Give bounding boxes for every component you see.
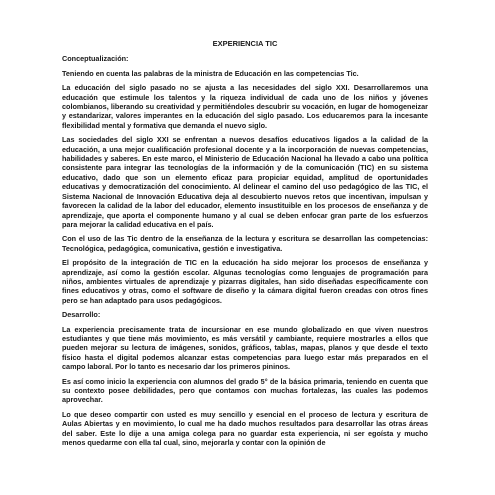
document-page xyxy=(62,39,428,452)
paragraph: El propósito de la integración de TIC en la educación ha sido mejorar los procesos de enseñanza y aprendizaje, así como la gestión escolar. Algunas tecnologías como lenguajes de programación para niños, ambientes virtuales de aprendizaje y pizarras digitales, han sido diseñadas específicamente con fines educativos y otras, como el software de diseño y la cámara digital fueron creadas con otros fines pero se han adaptado para usos pedagógicos. xyxy=(62,258,428,305)
paragraph: Con el uso de las Tic dentro de la enseñanza de la lectura y escritura se desarrollan las competencias: Tecnológica, pedagógica, comunicativa, gestión e investigativa. xyxy=(62,234,428,253)
section-heading-conceptualizacion: Conceptualización: xyxy=(62,54,129,64)
paragraph: Lo que deseo compartir con usted es muy sencillo y esencial en el proceso de lectura y escritura de Aulas Abiertas y en movimiento, lo cual me ha dado muchos resultados para desarrollar las otras áreas del saber. Este lo dije a una amiga colega para no guardar esta experiencia, ni ser egoísta y mucho menos quedarme con ella tal cual, sino, mejorarla y contar con la opinión de xyxy=(62,409,428,448)
paragraph: Las sociedades del siglo XXI se enfrentan a nuevos desafíos educativos ligados a la calidad de la educación, a una mejor cualificación profesional docente y a la incorporación de nuevas competencias, habilidades y saberes. En este marco, el Ministerio de Educación Nacional ha llevado a cabo una política consistente para integrar las tecnologías de la información y de la comunicación (TIC) en su sistema educativo, dado que son un elemento eficaz para propiciar equidad, amplitud de oportunidades educativas y democratización del conocimiento. Al delinear el camino del uso pedagógico de las TIC, el Sistema Nacional de Innovación Educativa deja al descubierto nuevos retos que incentivan, impulsan y favorecen la calidad de la labor del educador, elemento insustituible en los procesos de enseñanza y de aprendizaje, que aporta el componente humano y al cual se deben enfocar gran parte de los esfuerzos para mejorar la calidad educativa en el país. xyxy=(62,135,428,229)
paragraph: Es así como inicio la experiencia con alumnos del grado 5° de la básica primaria, teniendo en cuenta que su contexto posee debilidades, pero que contamos con muchas fortalezas, las cuales las podemos aprovechar. xyxy=(62,376,428,405)
paragraph: Teniendo en cuenta las palabras de la ministra de Educación en las competencias Tic. xyxy=(62,68,359,78)
paragraph: La experiencia precisamente trata de incursionar en ese mundo globalizado en que viven nuestros estudiantes y que tiene más movimiento, es más versátil y cambiante, requiere mostrarles a ellos que pueden mejorar su lectura de imágenes, sonidos, gráficos, tablas, mapas, planos y que desde el texto físico hasta el digital podemos alcanzar estas competencias para luego estar más preparados en el campo laboral. Por lo tanto es necesario dar los primeros pininos. xyxy=(62,324,428,372)
paragraph: La educación del siglo pasado no se ajusta a las necesidades del siglo XXI. Desarrollaremos una educación que estimule los talentos y la riqueza individual de cada uno de los niños y jóvenes colombianos, liberando su creatividad y permitiéndoles descubrir su vocación, en lugar de homogeneizar y estandarizar, valores imperantes en la educación del siglo pasado. Los educaremos para la incesante flexibilidad mental y formativa que demanda el nuevo siglo. xyxy=(62,83,428,130)
section-heading-desarrollo: Desarrollo: xyxy=(62,310,101,320)
document-title: EXPERIENCIA TIC xyxy=(212,39,278,48)
